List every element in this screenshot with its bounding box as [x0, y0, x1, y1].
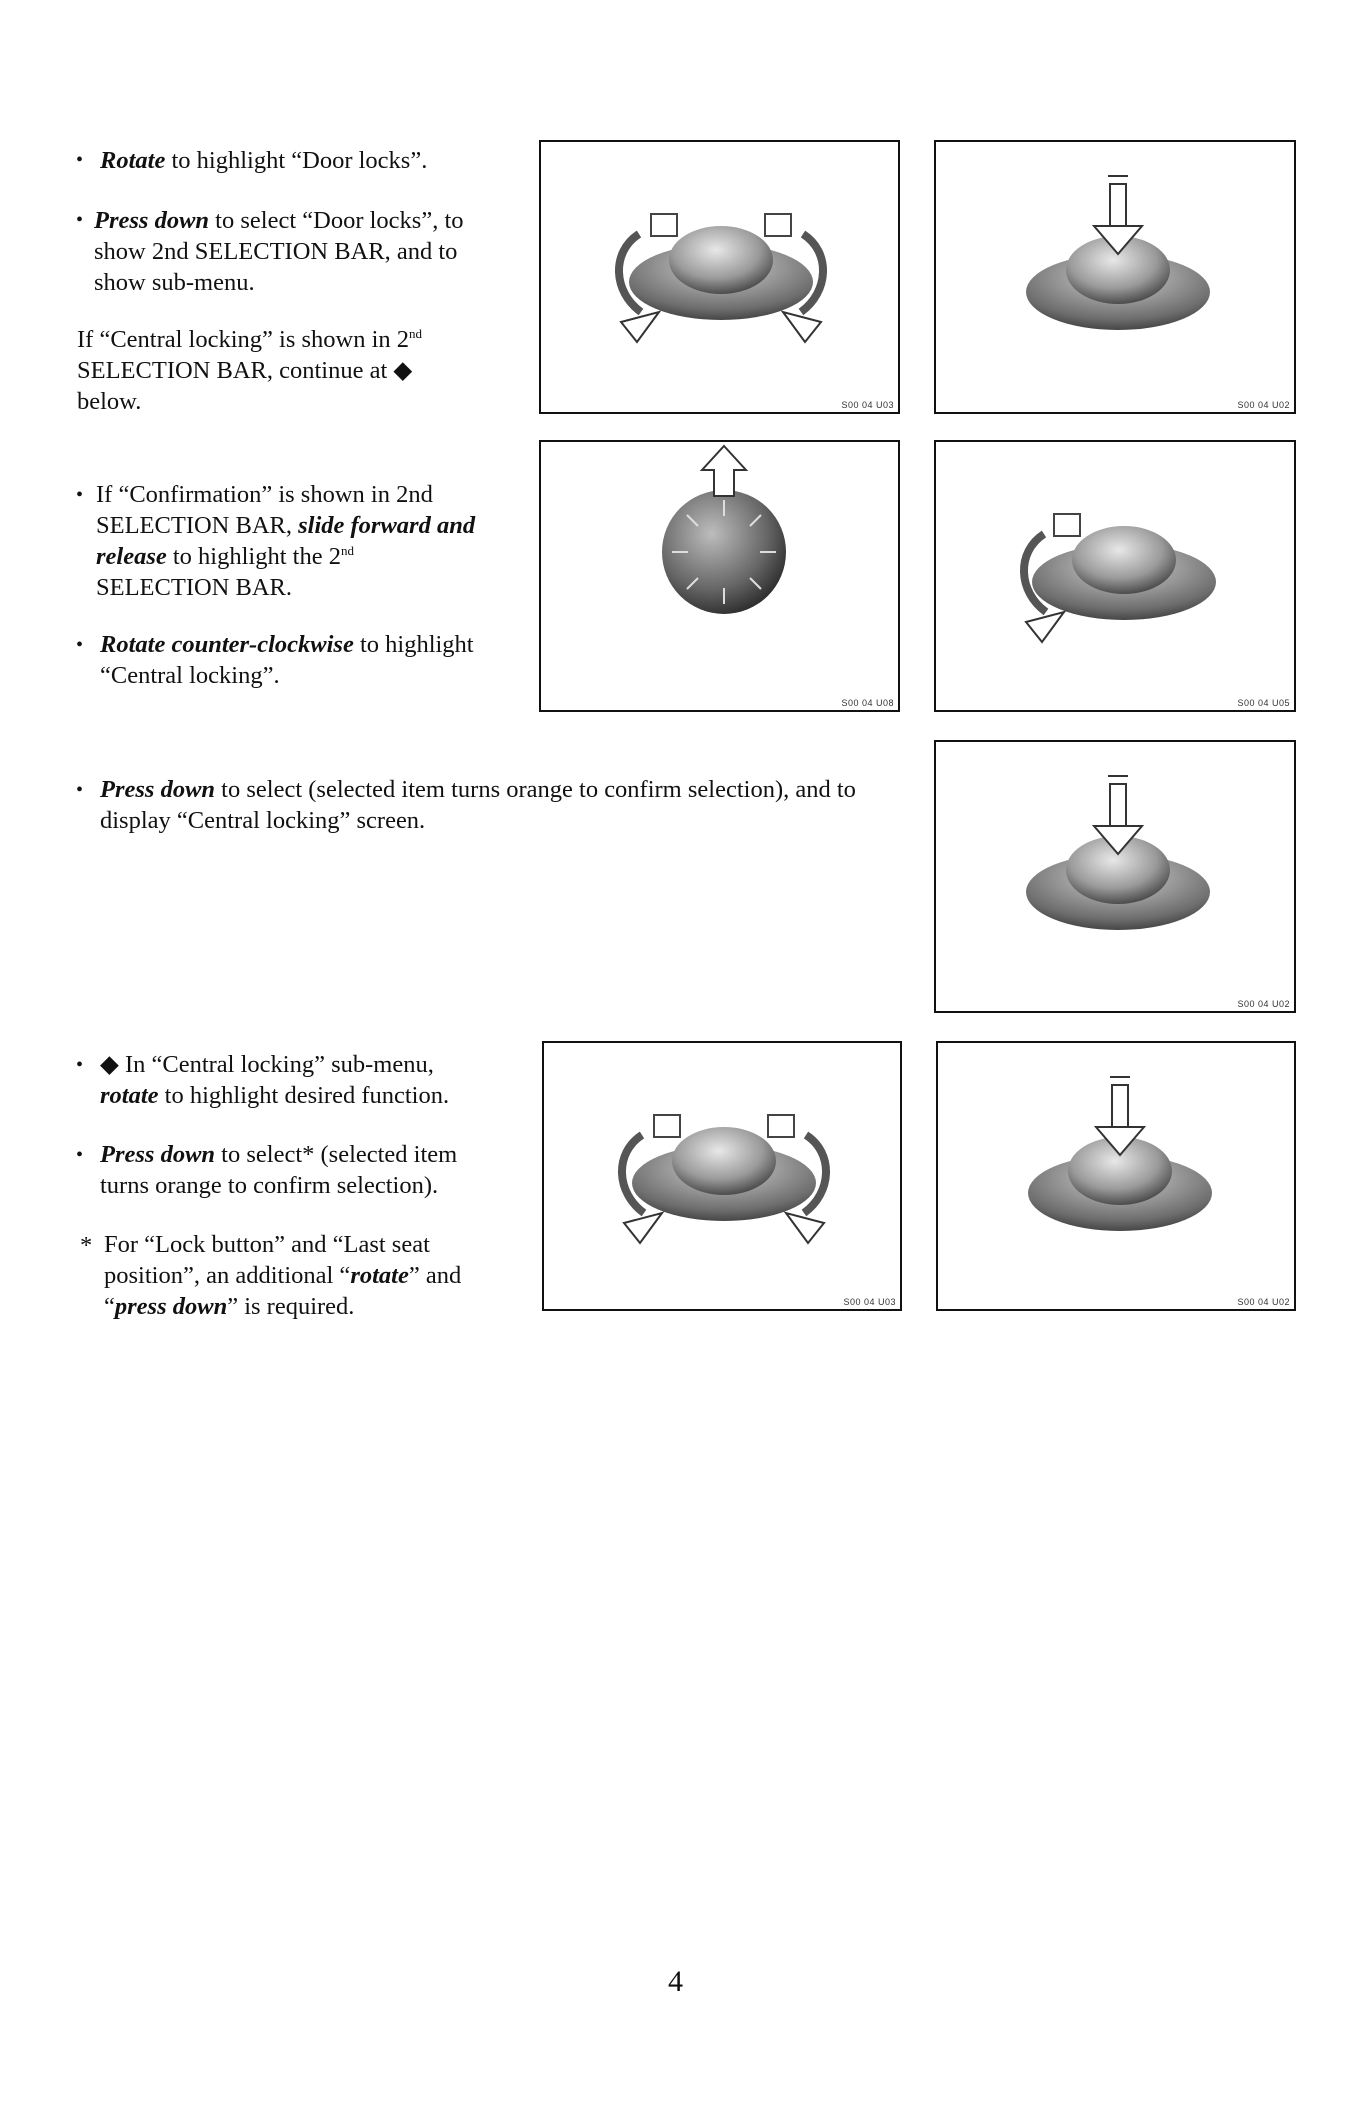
figure-code: S00 04 U05	[1237, 698, 1290, 708]
bullet: •	[76, 149, 84, 171]
figure-press-knob	[934, 740, 1296, 1013]
step-press-door-locks: Press down to select “Door locks”, to show 2nd SELECTION BAR, and to show sub-menu.	[94, 207, 464, 296]
bullet: •	[76, 779, 84, 801]
rotate-ccw-knob-icon	[936, 442, 1294, 710]
rotate-knob-icon	[544, 1043, 900, 1309]
step-press-down-select: Press down to select* (selected item turns orange to confirm selection).	[100, 1141, 458, 1199]
rotate-knob-icon	[541, 142, 898, 412]
press-knob-icon	[936, 742, 1294, 1011]
figure-press-knob	[934, 140, 1296, 414]
step-rotate-counter-clockwise: Rotate counter-clockwise to highlight “Central locking”.	[100, 631, 474, 689]
figure-code: S00 04 U08	[841, 698, 894, 708]
figure-rotate-knob	[539, 140, 900, 414]
slide-forward-knob-icon	[541, 442, 898, 710]
figure-code: S00 04 U03	[843, 1297, 896, 1307]
figure-code: S00 04 U02	[1237, 400, 1290, 410]
step-rotate-door-locks: Rotate to highlight “Door locks”.	[100, 147, 428, 174]
page-number: 4	[668, 1965, 683, 1998]
bullet: •	[76, 634, 84, 656]
step-central-locking-submenu: ◆ In “Central locking” sub-menu, rotate to highlight desired function.	[100, 1051, 450, 1109]
figure-slide-forward-knob	[539, 440, 900, 712]
press-knob-icon	[936, 142, 1294, 412]
bullet: •	[76, 1054, 84, 1076]
figure-code: S00 04 U03	[841, 400, 894, 410]
figure-rotate-knob	[542, 1041, 902, 1311]
footnote: For “Lock button” and “Last seat position”, an additional “rotate” and “press down” is required.	[104, 1231, 462, 1320]
figure-press-knob	[936, 1041, 1296, 1311]
bullet: •	[76, 484, 84, 506]
bullet: •	[76, 209, 84, 231]
bullet: •	[76, 1144, 84, 1166]
step-press-down-central-locking: Press down to select (selected item turns orange to confirm selection), and to display “Central locking” screen.	[100, 776, 856, 834]
step-if-confirmation: If “Confirmation” is shown in 2nd SELECTION BAR, slide forward and release to highlight the 2nd SELECTION BAR.	[96, 481, 476, 601]
figure-rotate-ccw-knob	[934, 440, 1296, 712]
figure-code: S00 04 U02	[1237, 1297, 1290, 1307]
figure-code: S00 04 U02	[1237, 999, 1290, 1009]
note-if-central-locking: If “Central locking” is shown in 2nd SELECTION BAR, continue at ◆ below.	[77, 325, 423, 415]
footnote-star: *	[80, 1232, 93, 1259]
press-knob-icon	[938, 1043, 1294, 1309]
